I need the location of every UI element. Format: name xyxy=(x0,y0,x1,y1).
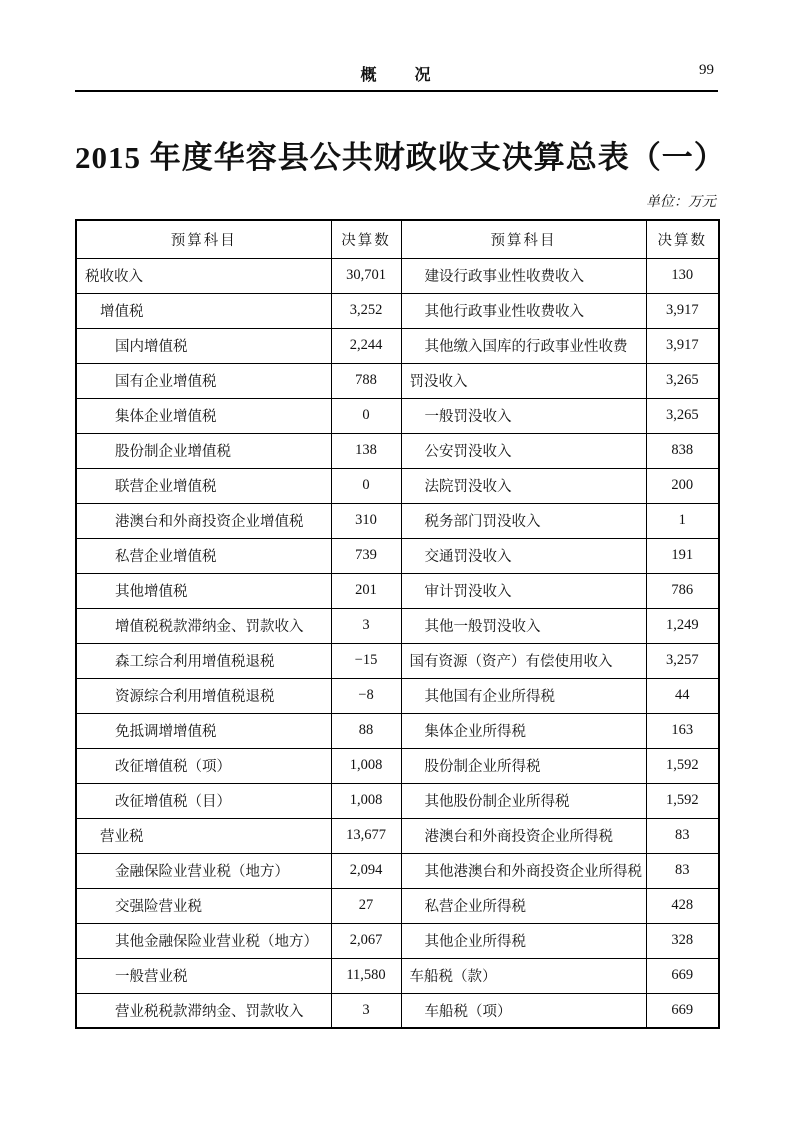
budget-item-value: 1,008 xyxy=(331,748,401,783)
budget-item-value: 1 xyxy=(646,503,719,538)
budget-item-value: 13,677 xyxy=(331,818,401,853)
budget-item-value: 3 xyxy=(331,993,401,1028)
budget-item-label: 审计罚没收入 xyxy=(401,573,646,608)
budget-item-value: 201 xyxy=(331,573,401,608)
budget-item-label: 其他一般罚没收入 xyxy=(401,608,646,643)
table-row xyxy=(76,888,719,923)
table-row xyxy=(76,923,719,958)
budget-item-label: 公安罚没收入 xyxy=(401,433,646,468)
budget-item-value: 838 xyxy=(646,433,719,468)
budget-item-label: 车船税（款） xyxy=(401,958,646,993)
table-row xyxy=(76,328,719,363)
budget-table xyxy=(75,219,720,1029)
budget-item-label: 港澳台和外商投资企业增值税 xyxy=(76,503,331,538)
budget-item-label: 税务部门罚没收入 xyxy=(401,503,646,538)
budget-item-value: 310 xyxy=(331,503,401,538)
budget-item-value: 1,249 xyxy=(646,608,719,643)
budget-item-value: 138 xyxy=(331,433,401,468)
budget-item-label: 私营企业所得税 xyxy=(401,888,646,923)
budget-item-value: 1,592 xyxy=(646,748,719,783)
budget-item-value: 3,917 xyxy=(646,293,719,328)
budget-item-value: 2,067 xyxy=(331,923,401,958)
budget-item-label: 交通罚没收入 xyxy=(401,538,646,573)
table-body xyxy=(76,258,719,1028)
budget-item-label: 营业税税款滞纳金、罚款收入 xyxy=(76,993,331,1028)
budget-item-value: 2,094 xyxy=(331,853,401,888)
budget-item-value: 3,265 xyxy=(646,398,719,433)
budget-item-label: 其他增值税 xyxy=(76,573,331,608)
budget-item-label: 罚没收入 xyxy=(401,363,646,398)
budget-item-label: 金融保险业营业税（地方） xyxy=(76,853,331,888)
table-row xyxy=(76,958,719,993)
budget-item-value: 3,252 xyxy=(331,293,401,328)
budget-item-label: 一般营业税 xyxy=(76,958,331,993)
table-row xyxy=(76,573,719,608)
budget-item-value: 83 xyxy=(646,818,719,853)
budget-item-label: 增值税 xyxy=(76,293,331,328)
budget-item-value: −8 xyxy=(331,678,401,713)
table-row xyxy=(76,643,719,678)
table-row xyxy=(76,853,719,888)
budget-item-value: 739 xyxy=(331,538,401,573)
budget-item-label: 交强险营业税 xyxy=(76,888,331,923)
budget-item-label: 一般罚没收入 xyxy=(401,398,646,433)
table-row xyxy=(76,538,719,573)
table-row xyxy=(76,363,719,398)
table-row xyxy=(76,433,719,468)
budget-item-label: 私营企业增值税 xyxy=(76,538,331,573)
budget-item-label: 其他金融保险业营业税（地方） xyxy=(76,923,331,958)
running-header-title: 概 况 xyxy=(360,67,433,84)
budget-item-label: 免抵调增增值税 xyxy=(76,713,331,748)
budget-item-value: 3,265 xyxy=(646,363,719,398)
page-number: 99 xyxy=(699,62,714,78)
column-header-budget-item-right: 预算科目 xyxy=(401,220,646,258)
budget-item-value: 669 xyxy=(646,993,719,1028)
budget-item-value: 191 xyxy=(646,538,719,573)
budget-item-label: 车船税（项） xyxy=(401,993,646,1028)
budget-item-label: 集体企业增值税 xyxy=(76,398,331,433)
budget-item-value: 3,917 xyxy=(646,328,719,363)
budget-item-value: 1,008 xyxy=(331,783,401,818)
table-row xyxy=(76,818,719,853)
page-title: 2015 年度华容县公共财政收支决算总表（一） xyxy=(75,140,726,175)
budget-item-label: 股份制企业增值税 xyxy=(76,433,331,468)
budget-item-value: 3 xyxy=(331,608,401,643)
budget-item-label: 其他行政事业性收费收入 xyxy=(401,293,646,328)
table-row xyxy=(76,468,719,503)
column-header-final-amount-right: 决算数 xyxy=(646,220,719,258)
budget-item-label: 资源综合利用增值税退税 xyxy=(76,678,331,713)
budget-item-value: 669 xyxy=(646,958,719,993)
table-header-row xyxy=(76,220,719,258)
table-row xyxy=(76,748,719,783)
budget-item-value: 3,257 xyxy=(646,643,719,678)
budget-item-label: 法院罚没收入 xyxy=(401,468,646,503)
budget-item-label: 增值税税款滞纳金、罚款收入 xyxy=(76,608,331,643)
table-row xyxy=(76,258,719,293)
budget-item-label: 国内增值税 xyxy=(76,328,331,363)
table-row xyxy=(76,713,719,748)
budget-item-label: 国有企业增值税 xyxy=(76,363,331,398)
budget-item-value: 2,244 xyxy=(331,328,401,363)
budget-item-value: 0 xyxy=(331,398,401,433)
budget-item-label: 其他股份制企业所得税 xyxy=(401,783,646,818)
budget-item-value: 428 xyxy=(646,888,719,923)
table-row xyxy=(76,993,719,1028)
header-rule xyxy=(75,90,718,92)
budget-item-value: 0 xyxy=(331,468,401,503)
table-row xyxy=(76,503,719,538)
table-row xyxy=(76,293,719,328)
table-row xyxy=(76,608,719,643)
column-header-budget-item-left: 预算科目 xyxy=(76,220,331,258)
budget-item-label: 股份制企业所得税 xyxy=(401,748,646,783)
budget-item-value: 786 xyxy=(646,573,719,608)
budget-item-value: 328 xyxy=(646,923,719,958)
budget-item-label: 其他企业所得税 xyxy=(401,923,646,958)
budget-item-label: 国有资源（资产）有偿使用收入 xyxy=(401,643,646,678)
budget-item-label: 营业税 xyxy=(76,818,331,853)
budget-item-value: 11,580 xyxy=(331,958,401,993)
budget-item-label: 集体企业所得税 xyxy=(401,713,646,748)
budget-item-label: 港澳台和外商投资企业所得税 xyxy=(401,818,646,853)
budget-item-value: 788 xyxy=(331,363,401,398)
page-content xyxy=(75,0,726,1029)
budget-item-value: 200 xyxy=(646,468,719,503)
budget-item-value: −15 xyxy=(331,643,401,678)
table-row xyxy=(76,678,719,713)
budget-item-value: 30,701 xyxy=(331,258,401,293)
budget-item-label: 改征增值税（项） xyxy=(76,748,331,783)
budget-item-value: 83 xyxy=(646,853,719,888)
column-header-final-amount-left: 决算数 xyxy=(331,220,401,258)
budget-item-label: 其他缴入国库的行政事业性收费 xyxy=(401,328,646,363)
budget-item-label: 联营企业增值税 xyxy=(76,468,331,503)
budget-item-label: 建设行政事业性收费收入 xyxy=(401,258,646,293)
table-row xyxy=(76,398,719,433)
table-row xyxy=(76,783,719,818)
budget-item-value: 163 xyxy=(646,713,719,748)
unit-label: 单位：万元 xyxy=(646,195,716,210)
budget-item-value: 44 xyxy=(646,678,719,713)
budget-item-label: 税收收入 xyxy=(76,258,331,293)
budget-item-label: 其他港澳台和外商投资企业所得税 xyxy=(401,853,646,888)
budget-item-value: 27 xyxy=(331,888,401,923)
budget-item-value: 88 xyxy=(331,713,401,748)
budget-item-label: 森工综合利用增值税退税 xyxy=(76,643,331,678)
budget-item-label: 其他国有企业所得税 xyxy=(401,678,646,713)
running-header xyxy=(75,62,718,84)
budget-item-value: 1,592 xyxy=(646,783,719,818)
budget-item-label: 改征增值税（目） xyxy=(76,783,331,818)
budget-item-value: 130 xyxy=(646,258,719,293)
